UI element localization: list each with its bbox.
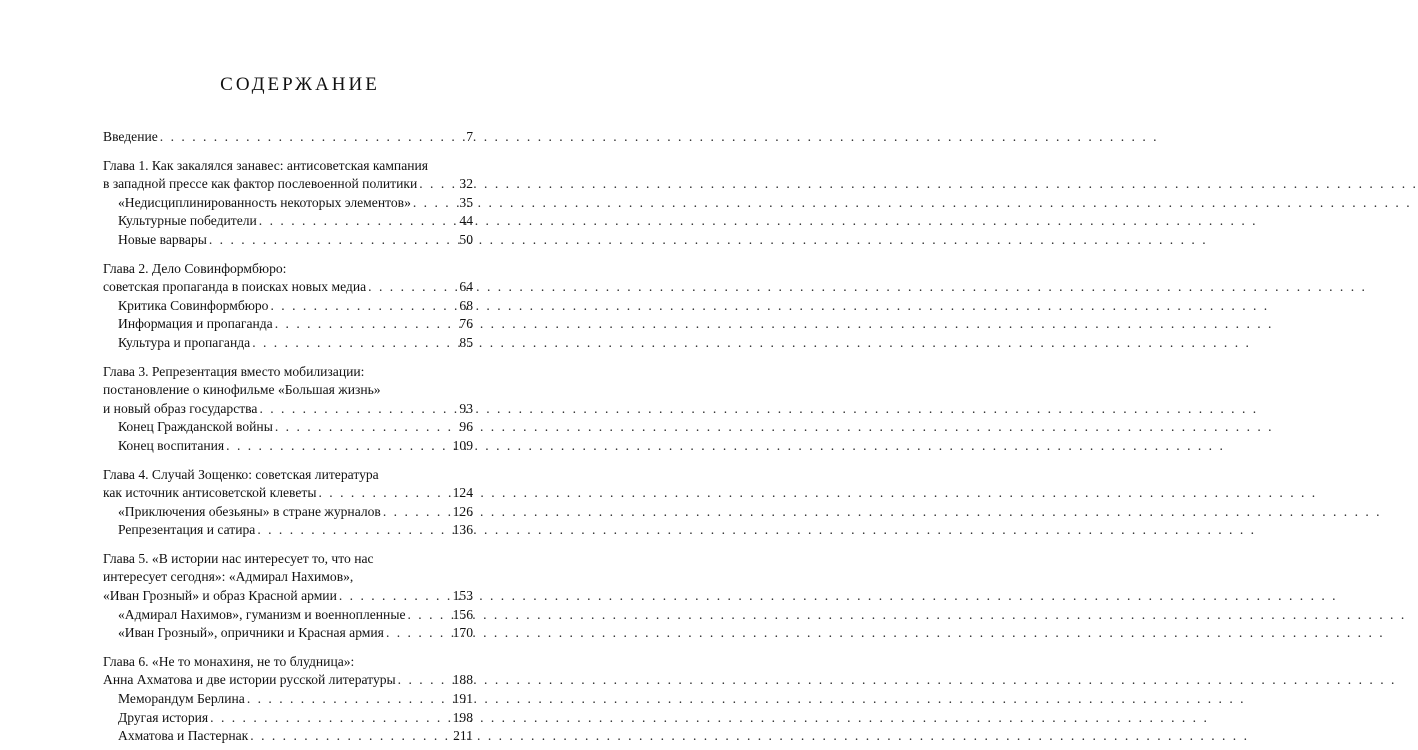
dot-leader — [257, 400, 449, 419]
chapter-title-line[interactable]: Глава 6. «Не то монахиня, не то блудница»: — [103, 653, 355, 669]
toc-section-entry[interactable] — [103, 521, 473, 540]
toc-section-label: «Адмирал Нахимов», гуманизм и военнопленные — [118, 606, 406, 622]
chapter-title-text: советская пропаганда в поисках новых медиа — [103, 279, 367, 295]
toc-section-entry[interactable] — [103, 437, 473, 456]
toc-section-entry[interactable] — [103, 297, 473, 316]
dot-leader — [273, 315, 449, 334]
chapter-title-text: как источник антисоветской клеветы — [103, 485, 317, 501]
toc-page-number: 153 — [452, 588, 473, 604]
chapter-title-final-line[interactable] — [103, 587, 473, 606]
chapter-title-text: и новый образ государства — [103, 400, 258, 416]
toc-page-number: 170 — [452, 625, 473, 641]
toc-page-number: 109 — [452, 437, 473, 453]
toc-page-number: 64 — [459, 279, 473, 295]
chapter-title-line[interactable]: Глава 4. Случай Зощенко: советская литература — [103, 466, 379, 482]
toc-section-label: Конец Гражданской войны — [118, 419, 273, 435]
toc-section-label: Меморандум Берлина — [118, 691, 245, 707]
toc-entry-intro[interactable] — [103, 128, 473, 147]
chapter-title-text: в западной прессе как фактор послевоенной политики — [103, 176, 418, 192]
toc-chapter — [103, 157, 473, 250]
dot-leader — [224, 437, 449, 456]
dot-leader — [245, 690, 449, 709]
toc-chapter — [103, 466, 473, 540]
toc-section-label: Ахматова и Пастернак — [118, 728, 249, 744]
chapter-title-text: «Иван Грозный» и образ Красной армии — [103, 588, 337, 604]
toc-section-entry[interactable] — [103, 315, 473, 334]
toc-chapter — [103, 260, 473, 353]
toc-section-label: Информация и пропаганда — [118, 316, 273, 332]
toc-page-number: 50 — [459, 231, 473, 247]
dot-leader — [384, 624, 449, 643]
dot-leader — [366, 278, 449, 297]
chapter-title-line[interactable]: Глава 1. Как закалялся занавес: антисоветская кампания — [103, 157, 429, 173]
toc-section-entry[interactable] — [103, 418, 473, 437]
toc-section-label: Культура и пропаганда — [118, 334, 251, 350]
toc-entry-label: Введение — [103, 129, 158, 144]
chapter-title-line[interactable]: Глава 3. Репрезентация вместо мобилизации: — [103, 363, 365, 379]
toc-page-number: 96 — [459, 419, 473, 435]
dot-leader — [248, 727, 449, 746]
toc-page-number: 124 — [452, 485, 473, 501]
toc-page-number: 68 — [459, 297, 473, 313]
dot-leader — [396, 671, 449, 690]
chapter-title-final-line[interactable] — [103, 278, 473, 297]
chapter-title-line[interactable]: Глава 5. «В истории нас интересует то, что нас — [103, 550, 374, 566]
chapter-title-text: Анна Ахматова и две истории русской литературы — [103, 672, 396, 688]
toc-section-entry[interactable] — [103, 606, 473, 625]
toc-section-label: «Недисциплинированность некоторых элементов» — [118, 194, 411, 210]
dot-leader — [207, 231, 449, 250]
dot-leader — [158, 128, 449, 147]
chapter-title-final-line[interactable] — [103, 175, 473, 194]
toc-section-entry[interactable] — [103, 709, 473, 728]
toc-section-label: Новые варвары — [118, 231, 207, 247]
dot-leader — [411, 194, 449, 213]
dot-leader — [268, 297, 449, 316]
dot-leader — [255, 521, 449, 540]
toc-section-entry[interactable] — [103, 624, 473, 643]
toc-page-number: 126 — [452, 503, 473, 519]
toc-section-label: Критика Совинформбюро — [118, 297, 269, 313]
dot-leader — [257, 212, 449, 231]
toc-section-entry[interactable] — [103, 727, 473, 746]
dot-leader — [337, 587, 449, 606]
toc-chapter — [103, 363, 473, 456]
toc-section-entry[interactable] — [103, 194, 473, 213]
toc-chapter — [103, 653, 473, 746]
dot-leader — [406, 606, 450, 625]
book-page — [0, 0, 600, 750]
dot-leader — [250, 334, 449, 353]
toc-section-label: «Иван Грозный», опричники и Красная армия — [118, 625, 384, 641]
dot-leader — [381, 503, 449, 522]
dot-leader — [273, 418, 449, 437]
toc-section-label: Культурные победители — [118, 213, 257, 229]
toc-page-number: 136 — [452, 522, 473, 538]
chapter-title-line[interactable]: постановление о кинофильме «Большая жизнь» — [103, 382, 381, 398]
toc-section-entry[interactable] — [103, 503, 473, 522]
toc-section-label: Другая история — [118, 709, 209, 725]
toc-page-number: 198 — [452, 709, 473, 725]
toc-page-number: 32 — [459, 176, 473, 192]
chapter-title-line[interactable]: Глава 2. Дело Совинформбюро: — [103, 260, 287, 276]
toc-section-entry[interactable] — [103, 212, 473, 231]
toc-page-number: 85 — [459, 334, 473, 350]
toc-page-number: 7 — [466, 129, 473, 144]
dot-leader — [316, 484, 449, 503]
page-title: СОДЕРЖАНИЕ — [220, 74, 380, 95]
toc-section-entry[interactable] — [103, 334, 473, 353]
chapter-title-line[interactable]: интересует сегодня»: «Адмирал Нахимов», — [103, 569, 354, 585]
chapter-title-final-line[interactable] — [103, 400, 473, 419]
chapter-title-final-line[interactable] — [103, 484, 473, 503]
toc-page-number: 156 — [452, 606, 473, 622]
table-of-contents — [103, 128, 473, 746]
toc-page-number: 211 — [453, 728, 473, 744]
toc-page-number: 188 — [452, 672, 473, 688]
toc-section-label: Конец воспитания — [118, 437, 225, 453]
toc-page-number: 76 — [459, 316, 473, 332]
chapter-title-final-line[interactable] — [103, 671, 473, 690]
toc-page-number: 191 — [452, 691, 473, 707]
toc-section-entry[interactable] — [103, 231, 473, 250]
toc-section-entry[interactable] — [103, 690, 473, 709]
toc-page-number: 93 — [459, 400, 473, 416]
toc-page-number: 44 — [459, 213, 473, 229]
dot-leader — [417, 175, 449, 194]
toc-section-label: «Приключения обезьяны» в стране журналов — [118, 503, 381, 519]
toc-section-label: Репрезентация и сатира — [118, 522, 256, 538]
dot-leader — [208, 709, 449, 728]
toc-chapter — [103, 550, 473, 643]
toc-page-number: 35 — [459, 194, 473, 210]
